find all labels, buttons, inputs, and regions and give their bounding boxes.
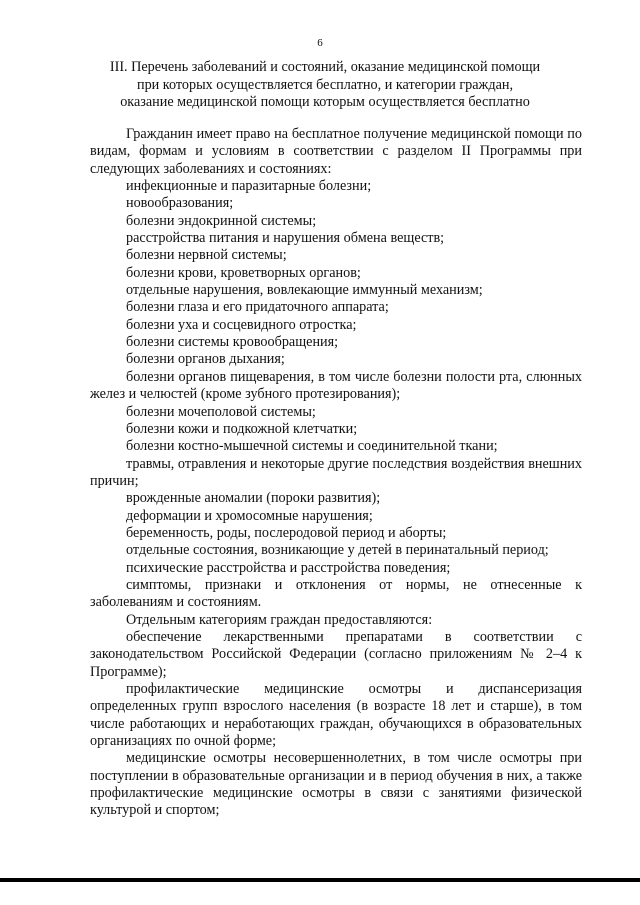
categories-intro: Отдельным категориям граждан предоставляются:: [126, 611, 433, 628]
list-item: болезни нервной системы;: [126, 247, 287, 264]
page-number: 6: [317, 37, 323, 49]
list-item-wrapped: травмы, отравления и некоторые другие последствия воздействия внешних причин;: [90, 455, 582, 489]
list-item: беременность, роды, послеродовой период и аборты;: [126, 524, 447, 541]
list-item: болезни органов дыхания;: [126, 351, 285, 368]
heading-line: оказание медицинской помощи которым осуществляется бесплатно: [120, 94, 530, 110]
document-body: [90, 126, 582, 820]
list-item: деформации и хромосомные нарушения;: [126, 507, 373, 524]
list-item: отдельные состояния, возникающие у детей в перинатальный период;: [126, 542, 549, 559]
category-paragraph: обеспечение лекарственными препаратами в соответствии с законодательством Российской Федерации (согласно приложениям № 2–4 к Программе);: [90, 628, 582, 680]
category-paragraph: медицинские осмотры несовершеннолетних, в том числе осмотры при поступлении в образовательные организации и в период обучения в них, а также профилактические медицинские осмотры в связи с занятиями физической культурой и спортом;: [90, 750, 582, 819]
list-item: болезни крови, кроветворных органов;: [126, 264, 361, 281]
list-item: психические расстройства и расстройства поведения;: [126, 559, 451, 576]
list-item: болезни глаза и его придаточного аппарата;: [126, 299, 389, 316]
intro-paragraph: Гражданин имеет право на бесплатное получение медицинской помощи по видам, формам и условиям в соответствии с разделом II Программы при следующих заболеваниях и состояниях:: [90, 126, 582, 177]
list-item: болезни мочеполовой системы;: [126, 403, 316, 420]
list-item: болезни кожи и подкожной клетчатки;: [126, 420, 358, 437]
section-heading: [80, 59, 570, 112]
list-item: отдельные нарушения, вовлекающие иммунный механизм;: [126, 282, 483, 299]
list-item: болезни уха и сосцевидного отростка;: [126, 316, 357, 333]
category-paragraph: профилактические медицинские осмотры и диспансеризация определенных групп взрослого населения (в возрасте 18 лет и старше), в том числе работающих и неработающих граждан, обучающихся в образовательных организациях по очной форме;: [90, 681, 582, 750]
heading-line: III. Перечень заболеваний и состояний, оказание медицинской помощи: [109, 59, 541, 75]
list-item: врожденные аномалии (пороки развития);: [126, 490, 381, 507]
list-item: расстройства питания и нарушения обмена веществ;: [126, 230, 445, 247]
list-item: болезни системы кровообращения;: [126, 334, 339, 351]
list-item-wrapped: симптомы, признаки и отклонения от нормы, не отнесенные к заболеваниям и состояниям.: [90, 576, 582, 611]
list-item: болезни костно-мышечной системы и соединительной ткани;: [126, 438, 498, 455]
heading-line: при которых осуществляется бесплатно, и категории граждан,: [136, 76, 514, 93]
list-item: новообразования;: [126, 195, 234, 212]
list-item-wrapped: болезни органов пищеварения, в том числе болезни полости рта, слюнных желез и челюстей (кроме зубного протезирования);: [90, 368, 582, 403]
list-item: инфекционные и паразитарные болезни;: [126, 178, 372, 195]
bottom-border: [0, 878, 640, 882]
list-item: болезни эндокринной системы;: [126, 212, 317, 229]
